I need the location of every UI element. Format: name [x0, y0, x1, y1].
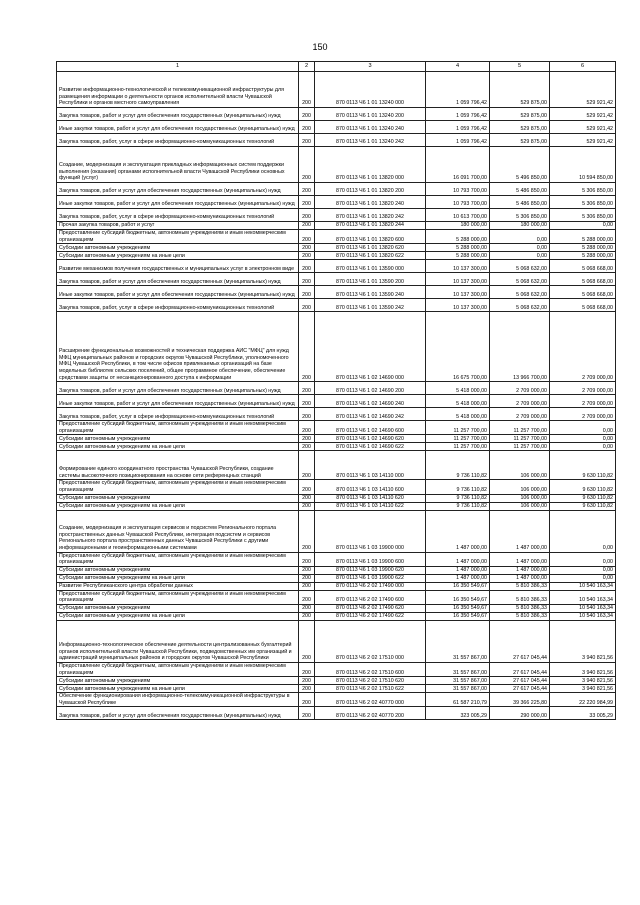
row-code: 870 0113 Ч6 1 02 14690 620: [315, 435, 426, 443]
row-code: 870 0113 Ч6 1 03 19900 600: [315, 552, 426, 566]
row-amount-3: 0,00: [550, 435, 616, 443]
row-description: Субсидии автономным учреждениям на иные цели: [57, 612, 299, 620]
row-amount-2: 2 709 000,00: [490, 382, 550, 395]
row-code: 870 0113 Ч6 1 01 13590 200: [315, 273, 426, 286]
row-description: Субсидии автономным учреждениям: [57, 435, 299, 443]
table-row: [57, 312, 616, 382]
budget-table-body: [57, 62, 616, 720]
row-description: Развитие механизмов получения государственных и муниципальных услуг в электронном виде: [57, 260, 299, 273]
table-row: [57, 510, 616, 552]
row-description: Предоставление субсидий бюджетным, автономным учреждениям и иным некоммерческим организациям: [57, 230, 299, 244]
row-amount-3: 0,00: [550, 552, 616, 566]
row-amount-3: 0,00: [550, 222, 616, 230]
table-row: [57, 134, 616, 147]
row-col2: 200: [299, 510, 315, 552]
row-description: Предоставление субсидий бюджетным, автономным учреждениям и иным некоммерческим организациям: [57, 421, 299, 435]
row-amount-total: 323 005,29: [426, 707, 490, 720]
row-amount-2: 5 486 850,00: [490, 183, 550, 196]
row-code: 870 0113 Ч6 1 02 14690 000: [315, 312, 426, 382]
row-code: 870 0113 Ч6 1 03 19900 000: [315, 510, 426, 552]
row-amount-total: 5 288 000,00: [426, 230, 490, 244]
row-code: 870 0113 Ч6 1 01 13820 240: [315, 196, 426, 209]
row-col2: 200: [299, 147, 315, 183]
row-amount-3: 529 921,42: [550, 72, 616, 108]
row-amount-total: 9 736 110,82: [426, 451, 490, 480]
row-amount-total: 10 137 300,00: [426, 260, 490, 273]
row-amount-2: 5 068 632,00: [490, 260, 550, 273]
header-cell: 5: [490, 62, 550, 72]
row-col2: 200: [299, 707, 315, 720]
row-amount-total: 31 557 867,00: [426, 620, 490, 662]
row-amount-3: 0,00: [550, 510, 616, 552]
table-row: [57, 382, 616, 395]
row-col2: 200: [299, 693, 315, 707]
row-description: Субсидии автономным учреждениям: [57, 566, 299, 574]
row-amount-total: 9 736 110,82: [426, 494, 490, 502]
row-amount-total: 9 736 110,82: [426, 480, 490, 494]
row-col2: 200: [299, 209, 315, 222]
row-code: 870 0113 Ч6 2 02 17510 600: [315, 662, 426, 676]
row-amount-2: 39 366 225,80: [490, 693, 550, 707]
row-amount-2: 11 257 700,00: [490, 443, 550, 451]
table-row: [57, 693, 616, 707]
row-code: 870 0113 Ч6 1 01 13590 000: [315, 260, 426, 273]
row-amount-total: 10 793 700,00: [426, 196, 490, 209]
row-description: Развитие Республиканского центра обработки данных: [57, 582, 299, 590]
budget-table: [56, 61, 616, 720]
table-row: [57, 685, 616, 693]
row-amount-total: 1 487 000,00: [426, 510, 490, 552]
row-description: Закупка товаров, работ, услуг в сфере информационно-коммуникационных технологий: [57, 408, 299, 421]
row-code: 870 0113 Ч6 1 01 13590 240: [315, 286, 426, 299]
row-code: 870 0113 Ч6 1 01 13820 242: [315, 209, 426, 222]
row-code: 870 0113 Ч6 2 02 17510 622: [315, 685, 426, 693]
row-code: 870 0113 Ч6 1 01 13590 242: [315, 299, 426, 312]
row-amount-3: 5 288 000,00: [550, 244, 616, 252]
row-amount-2: 106 000,00: [490, 451, 550, 480]
row-amount-3: 10 540 163,34: [550, 582, 616, 590]
row-amount-total: 11 257 700,00: [426, 421, 490, 435]
row-amount-3: 5 306 850,00: [550, 209, 616, 222]
row-code: 870 0113 Ч6 2 02 17490 620: [315, 604, 426, 612]
row-code: 870 0113 Ч6 1 01 13820 622: [315, 252, 426, 260]
row-amount-2: 11 257 700,00: [490, 421, 550, 435]
row-code: 870 0113 Ч6 2 02 17490 600: [315, 590, 426, 604]
table-row: [57, 620, 616, 662]
row-code: 870 0113 Ч6 2 02 17490 000: [315, 582, 426, 590]
row-amount-2: 106 000,00: [490, 502, 550, 510]
row-description: Иные закупки товаров, работ и услуг для обеспечения государственных (муниципальных) нужд: [57, 286, 299, 299]
row-description: Создание, модернизация и эксплуатация сервисов и подсистем Регионального портала пространственных данных Чувашской Республики, интеграция подсистем и сервисов Регионального портала пространственных данных Чувашской Республики с другими информационными и геоинформационными системами: [57, 510, 299, 552]
row-description: Субсидии автономным учреждениям на иные цели: [57, 252, 299, 260]
table-row: [57, 260, 616, 273]
row-amount-2: 1 487 000,00: [490, 574, 550, 582]
row-description: Закупка товаров, работ, услуг в сфере информационно-коммуникационных технологий: [57, 134, 299, 147]
row-amount-3: 3 940 821,56: [550, 662, 616, 676]
table-row: [57, 273, 616, 286]
row-amount-total: 1 059 796,42: [426, 72, 490, 108]
table-row: [57, 395, 616, 408]
row-amount-total: 9 736 110,82: [426, 502, 490, 510]
row-amount-3: 0,00: [550, 421, 616, 435]
row-col2: 200: [299, 566, 315, 574]
row-description: Закупка товаров, работ, услуг в сфере информационно-коммуникационных технологий: [57, 209, 299, 222]
row-code: 870 0113 Ч6 1 01 13240 000: [315, 72, 426, 108]
row-description: Субсидии автономным учреждениям: [57, 677, 299, 685]
row-col2: 200: [299, 451, 315, 480]
row-code: 870 0113 Ч6 1 03 14110 000: [315, 451, 426, 480]
table-row: [57, 552, 616, 566]
row-amount-3: 2 709 000,00: [550, 408, 616, 421]
page-number: 150: [312, 42, 328, 52]
row-code: 870 0113 Ч6 2 02 40770 200: [315, 707, 426, 720]
row-col2: 200: [299, 395, 315, 408]
row-description: Субсидии автономным учреждениям на иные цели: [57, 502, 299, 510]
row-col2: 200: [299, 260, 315, 273]
row-col2: 200: [299, 685, 315, 693]
row-amount-3: 10 594 850,00: [550, 147, 616, 183]
row-col2: 200: [299, 312, 315, 382]
row-amount-2: 529 875,00: [490, 108, 550, 121]
row-description: Закупка товаров, работ и услуг для обеспечения государственных (муниципальных) нужд: [57, 707, 299, 720]
row-amount-2: 5 068 632,00: [490, 286, 550, 299]
row-amount-total: 1 487 000,00: [426, 552, 490, 566]
row-amount-2: 5 486 850,00: [490, 196, 550, 209]
row-col2: 200: [299, 582, 315, 590]
row-amount-3: 3 940 821,56: [550, 685, 616, 693]
row-description: Информационно-технологическое обеспечение деятельности централизованных бухгалтерий органов исполнительной власти Чувашской Республики, подведомственных им организаций и администраций муниципальных районов и городских округов Чувашской Республики: [57, 620, 299, 662]
row-col2: 200: [299, 662, 315, 676]
table-row: [57, 590, 616, 604]
row-description: Иные закупки товаров, работ и услуг для обеспечения государственных (муниципальных) нужд: [57, 395, 299, 408]
row-amount-3: 5 068 668,00: [550, 260, 616, 273]
row-amount-3: 5 288 000,00: [550, 230, 616, 244]
row-col2: 200: [299, 252, 315, 260]
table-row: [57, 421, 616, 435]
row-code: 870 0113 Ч6 1 01 13820 244: [315, 222, 426, 230]
row-code: 870 0113 Ч6 1 01 13820 600: [315, 230, 426, 244]
row-description: Расширение функциональных возможностей и техническая поддержка АИС "МФЦ" для нужд МФЦ муниципальных районов и городских округов Чувашской Республики, уполномоченного МФЦ Чувашской Республики, в том числе офисов привлекаемых организаций на базе модельных библиотек сельских поселений, общее программное обеспечение, обеспечение средствами защиты от несанкционированного доступа к информации: [57, 312, 299, 382]
row-code: 870 0113 Ч6 1 01 13240 200: [315, 108, 426, 121]
row-col2: 200: [299, 72, 315, 108]
row-col2: 200: [299, 382, 315, 395]
table-row: [57, 147, 616, 183]
row-amount-total: 31 557 867,00: [426, 662, 490, 676]
table-row: [57, 574, 616, 582]
row-col2: 200: [299, 677, 315, 685]
row-description: Иные закупки товаров, работ и услуг для обеспечения государственных (муниципальных) нужд: [57, 121, 299, 134]
table-row: [57, 480, 616, 494]
row-code: 870 0113 Ч6 2 02 17510 000: [315, 620, 426, 662]
row-description: Предоставление субсидий бюджетным, автономным учреждениям и иным некоммерческим организациям: [57, 662, 299, 676]
row-col2: 200: [299, 480, 315, 494]
row-description: Закупка товаров, работ и услуг для обеспечения государственных (муниципальных) нужд: [57, 183, 299, 196]
row-description: Предоставление субсидий бюджетным, автономным учреждениям и иным некоммерческим организациям: [57, 552, 299, 566]
row-col2: 200: [299, 502, 315, 510]
row-col2: 200: [299, 574, 315, 582]
row-code: 870 0113 Ч6 1 01 13820 620: [315, 244, 426, 252]
row-amount-2: 0,00: [490, 252, 550, 260]
row-col2: 200: [299, 286, 315, 299]
row-amount-3: 5 068 668,00: [550, 299, 616, 312]
row-col2: 200: [299, 244, 315, 252]
row-amount-2: 529 875,00: [490, 121, 550, 134]
row-code: 870 0113 Ч6 2 02 17490 622: [315, 612, 426, 620]
row-col2: 200: [299, 552, 315, 566]
row-col2: 200: [299, 612, 315, 620]
row-description: Формирование единого координатного пространства Чувашской Республики, создание системы высокоточного позиционирования на основе сети референцных станций: [57, 451, 299, 480]
row-col2: 200: [299, 134, 315, 147]
row-amount-3: 5 288 000,00: [550, 252, 616, 260]
row-amount-total: 10 793 700,00: [426, 183, 490, 196]
table-row: [57, 443, 616, 451]
row-amount-2: 2 709 000,00: [490, 395, 550, 408]
row-amount-total: 10 613 700,00: [426, 209, 490, 222]
row-amount-total: 5 288 000,00: [426, 252, 490, 260]
row-amount-total: 10 137 300,00: [426, 299, 490, 312]
row-amount-2: 5 810 386,33: [490, 604, 550, 612]
row-amount-3: 9 630 110,82: [550, 480, 616, 494]
row-amount-3: 5 068 668,00: [550, 286, 616, 299]
row-amount-3: 529 921,42: [550, 108, 616, 121]
row-col2: 200: [299, 443, 315, 451]
row-amount-total: 5 418 000,00: [426, 408, 490, 421]
table-row: [57, 230, 616, 244]
row-description: Закупка товаров, работ и услуг для обеспечения государственных (муниципальных) нужд: [57, 108, 299, 121]
table-row: [57, 72, 616, 108]
table-row: [57, 662, 616, 676]
row-amount-total: 31 557 867,00: [426, 685, 490, 693]
table-row: [57, 408, 616, 421]
table-row: [57, 209, 616, 222]
table-row: [57, 604, 616, 612]
row-description: Субсидии автономным учреждениям: [57, 244, 299, 252]
row-amount-3: 10 540 163,34: [550, 604, 616, 612]
table-header-row: [57, 62, 616, 72]
row-code: 870 0113 Ч6 1 02 14690 200: [315, 382, 426, 395]
row-description: Закупка товаров, работ и услуг для обеспечения государственных (муниципальных) нужд: [57, 382, 299, 395]
row-code: 870 0113 Ч6 1 01 13240 242: [315, 134, 426, 147]
table-row: [57, 612, 616, 620]
row-amount-total: 1 059 796,42: [426, 134, 490, 147]
row-amount-3: 0,00: [550, 574, 616, 582]
row-amount-total: 10 137 300,00: [426, 273, 490, 286]
row-amount-2: 1 487 000,00: [490, 552, 550, 566]
row-col2: 200: [299, 620, 315, 662]
row-col2: 200: [299, 299, 315, 312]
row-amount-total: 1 059 796,42: [426, 121, 490, 134]
row-amount-total: 11 257 700,00: [426, 435, 490, 443]
row-amount-3: 0,00: [550, 566, 616, 574]
table-row: [57, 502, 616, 510]
row-amount-total: 16 350 549,67: [426, 582, 490, 590]
row-amount-2: 1 487 000,00: [490, 566, 550, 574]
row-col2: 200: [299, 273, 315, 286]
row-col2: 200: [299, 183, 315, 196]
row-amount-2: 5 068 632,00: [490, 273, 550, 286]
table-row: [57, 108, 616, 121]
row-amount-total: 16 091 700,00: [426, 147, 490, 183]
row-amount-total: 16 675 700,00: [426, 312, 490, 382]
header-cell: 6: [550, 62, 616, 72]
row-code: 870 0113 Ч6 2 02 40770 000: [315, 693, 426, 707]
row-code: 870 0113 Ч6 1 01 13240 240: [315, 121, 426, 134]
row-amount-total: 5 418 000,00: [426, 395, 490, 408]
row-amount-2: 27 617 045,44: [490, 677, 550, 685]
row-amount-2: 1 487 000,00: [490, 510, 550, 552]
table-row: [57, 299, 616, 312]
row-amount-3: 33 005,29: [550, 707, 616, 720]
row-description: Создание, модернизация и эксплуатация прикладных информационных систем поддержки выполнения (оказания) органами исполнительной власти Чувашской Республики основных функций (услуг): [57, 147, 299, 183]
row-amount-2: 180 000,00: [490, 222, 550, 230]
row-amount-total: 10 137 300,00: [426, 286, 490, 299]
row-col2: 200: [299, 435, 315, 443]
table-row: [57, 566, 616, 574]
row-amount-2: 106 000,00: [490, 494, 550, 502]
row-amount-3: 529 921,42: [550, 121, 616, 134]
row-description: Закупка товаров, работ и услуг для обеспечения государственных (муниципальных) нужд: [57, 273, 299, 286]
row-amount-total: 61 587 210,79: [426, 693, 490, 707]
row-col2: 200: [299, 604, 315, 612]
row-amount-3: 5 306 850,00: [550, 183, 616, 196]
row-col2: 200: [299, 590, 315, 604]
row-amount-2: 5 810 386,33: [490, 612, 550, 620]
row-code: 870 0113 Ч6 1 03 19900 620: [315, 566, 426, 574]
header-cell: 3: [315, 62, 426, 72]
row-col2: 200: [299, 408, 315, 421]
table-row: [57, 252, 616, 260]
row-amount-total: 1 487 000,00: [426, 574, 490, 582]
row-amount-2: 0,00: [490, 230, 550, 244]
row-amount-total: 1 487 000,00: [426, 566, 490, 574]
header-cell: 4: [426, 62, 490, 72]
row-amount-3: 2 709 000,00: [550, 312, 616, 382]
table-row: [57, 222, 616, 230]
table-row: [57, 121, 616, 134]
row-amount-2: 5 068 632,00: [490, 299, 550, 312]
row-description: Прочая закупка товаров, работ и услуг: [57, 222, 299, 230]
row-code: 870 0113 Ч6 2 02 17510 620: [315, 677, 426, 685]
row-amount-3: 9 630 110,82: [550, 451, 616, 480]
row-amount-total: 1 059 796,42: [426, 108, 490, 121]
row-col2: 200: [299, 230, 315, 244]
row-col2: 200: [299, 494, 315, 502]
row-col2: 200: [299, 121, 315, 134]
row-amount-3: 5 306 850,00: [550, 196, 616, 209]
row-code: 870 0113 Ч6 1 01 13820 200: [315, 183, 426, 196]
row-description: Субсидии автономным учреждениям: [57, 494, 299, 502]
row-code: 870 0113 Ч6 1 02 14690 600: [315, 421, 426, 435]
row-amount-2: 529 875,00: [490, 134, 550, 147]
row-amount-total: 16 350 549,67: [426, 612, 490, 620]
row-amount-2: 5 496 850,00: [490, 147, 550, 183]
row-amount-2: 13 966 700,00: [490, 312, 550, 382]
table-row: [57, 707, 616, 720]
row-code: 870 0113 Ч6 1 02 14690 242: [315, 408, 426, 421]
row-description: Субсидии автономным учреждениям: [57, 604, 299, 612]
row-description: Субсидии автономным учреждениям на иные цели: [57, 685, 299, 693]
row-amount-3: 0,00: [550, 443, 616, 451]
row-amount-2: 5 810 386,33: [490, 582, 550, 590]
row-amount-2: 11 257 700,00: [490, 435, 550, 443]
row-amount-3: 22 220 984,99: [550, 693, 616, 707]
row-amount-3: 2 709 000,00: [550, 382, 616, 395]
row-description: Предоставление субсидий бюджетным, автономным учреждениям и иным некоммерческим организациям: [57, 480, 299, 494]
row-amount-2: 5 306 850,00: [490, 209, 550, 222]
row-amount-total: 5 418 000,00: [426, 382, 490, 395]
table-row: [57, 244, 616, 252]
row-amount-3: 529 921,42: [550, 134, 616, 147]
row-code: 870 0113 Ч6 1 02 14690 622: [315, 443, 426, 451]
row-code: 870 0113 Ч6 1 02 14690 240: [315, 395, 426, 408]
row-amount-total: 5 288 000,00: [426, 244, 490, 252]
row-col2: 200: [299, 222, 315, 230]
row-amount-total: 16 350 549,67: [426, 604, 490, 612]
row-code: 870 0113 Ч6 1 03 14110 620: [315, 494, 426, 502]
row-amount-3: 10 540 163,34: [550, 612, 616, 620]
table-row: [57, 286, 616, 299]
row-amount-2: 27 617 045,44: [490, 685, 550, 693]
row-amount-2: 106 000,00: [490, 480, 550, 494]
row-amount-total: 180 000,00: [426, 222, 490, 230]
row-amount-2: 27 617 045,44: [490, 620, 550, 662]
header-cell: 2: [299, 62, 315, 72]
row-amount-2: 2 709 000,00: [490, 408, 550, 421]
row-description: Обеспечение функционирования информационно-телекоммуникационной инфраструктуры в Чувашской Республике: [57, 693, 299, 707]
row-amount-2: 5 810 386,33: [490, 590, 550, 604]
row-amount-total: 31 557 867,00: [426, 677, 490, 685]
row-amount-2: 529 875,00: [490, 72, 550, 108]
header-cell: 1: [57, 62, 299, 72]
row-amount-3: 3 940 821,56: [550, 677, 616, 685]
row-amount-3: 2 709 000,00: [550, 395, 616, 408]
row-description: Предоставление субсидий бюджетным, автономным учреждениям и иным некоммерческим организациям: [57, 590, 299, 604]
table-row: [57, 183, 616, 196]
table-row: [57, 451, 616, 480]
row-code: 870 0113 Ч6 1 03 14110 622: [315, 502, 426, 510]
row-amount-3: 10 540 163,34: [550, 590, 616, 604]
table-row: [57, 435, 616, 443]
row-amount-total: 11 257 700,00: [426, 443, 490, 451]
row-amount-3: 5 068 668,00: [550, 273, 616, 286]
row-amount-2: 27 617 045,44: [490, 662, 550, 676]
row-col2: 200: [299, 196, 315, 209]
row-amount-2: 290 000,00: [490, 707, 550, 720]
table-row: [57, 494, 616, 502]
row-amount-total: 16 350 549,67: [426, 590, 490, 604]
row-amount-3: 9 630 110,82: [550, 502, 616, 510]
row-amount-3: 3 940 821,56: [550, 620, 616, 662]
row-amount-2: 0,00: [490, 244, 550, 252]
row-description: Закупка товаров, работ, услуг в сфере информационно-коммуникационных технологий: [57, 299, 299, 312]
row-amount-3: 9 630 110,82: [550, 494, 616, 502]
row-col2: 200: [299, 108, 315, 121]
row-description: Иные закупки товаров, работ и услуг для обеспечения государственных (муниципальных) нужд: [57, 196, 299, 209]
table-row: [57, 196, 616, 209]
row-code: 870 0113 Ч6 1 03 19900 622: [315, 574, 426, 582]
row-code: 870 0113 Ч6 1 01 13820 000: [315, 147, 426, 183]
row-code: 870 0113 Ч6 1 03 14110 600: [315, 480, 426, 494]
table-row: [57, 582, 616, 590]
row-description: Субсидии автономным учреждениям на иные цели: [57, 574, 299, 582]
table-row: [57, 677, 616, 685]
row-description: Субсидии автономным учреждениям на иные цели: [57, 443, 299, 451]
row-description: Развитие информационно-технологической и телекоммуникационной инфраструктуры для размещения информации о деятельности органов исполнительной власти Чувашской Республики и органов местного самоуправления: [57, 72, 299, 108]
row-col2: 200: [299, 421, 315, 435]
